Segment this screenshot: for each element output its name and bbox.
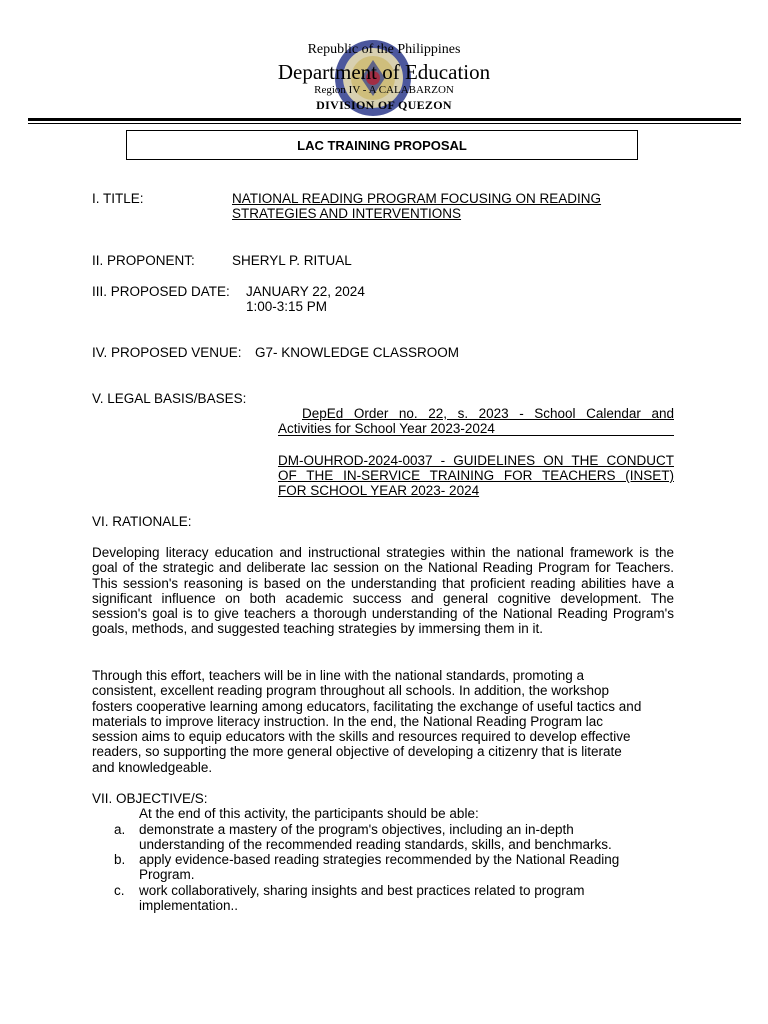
title-value-line1: NATIONAL READING PROGRAM FOCUSING ON READING bbox=[232, 191, 602, 206]
header-rule-thick bbox=[28, 118, 741, 121]
legal-basis-2-line1: DM-OUHROD-2024-0037 - GUIDELINES ON THE CONDUCT bbox=[278, 453, 674, 468]
objective-item-c bbox=[114, 883, 674, 915]
objective-marker: a. bbox=[114, 822, 126, 837]
title-label: I. TITLE: bbox=[92, 191, 144, 206]
division-heading: DIVISION OF QUEZON bbox=[316, 98, 452, 112]
rationale-p2-line: consistent, excellent reading program throughout all schools. In addition, the workshop bbox=[92, 683, 610, 699]
title-value-line2: STRATEGIES AND INTERVENTIONS bbox=[232, 206, 462, 221]
document-title: LAC TRAINING PROPOSAL bbox=[297, 137, 467, 153]
legal-basis-2-line2: OF THE IN-SERVICE TRAINING FOR TEACHERS (INSET) bbox=[278, 468, 674, 483]
objective-marker: c. bbox=[114, 883, 125, 898]
date-value: JANUARY 22, 2024 bbox=[246, 284, 365, 299]
rationale-label: VI. RATIONALE: bbox=[92, 514, 192, 529]
rationale-p2-line: and knowledgeable. bbox=[92, 759, 213, 775]
date-label: III. PROPOSED DATE: bbox=[92, 284, 230, 299]
document-title-box bbox=[126, 130, 638, 160]
proponent-label: II. PROPONENT: bbox=[92, 253, 195, 268]
objective-marker: b. bbox=[114, 852, 126, 867]
objective-item-b bbox=[114, 852, 674, 884]
objective-text-line1: apply evidence-based reading strategies recommended by the National Reading bbox=[139, 852, 620, 867]
header-rule-thin bbox=[28, 123, 741, 124]
legal-basis-1-line1: DepEd Order no. 22, s. 2023 - School Calendar and bbox=[302, 406, 674, 421]
proponent-value: SHERYL P. RITUAL bbox=[232, 253, 352, 268]
legal-basis-1-line2-text: Activities for School Year 2023-2024 bbox=[278, 421, 495, 436]
department-heading: Department of Education bbox=[277, 60, 491, 84]
venue-value: G7- KNOWLEDGE CLASSROOM bbox=[255, 345, 460, 360]
time-value: 1:00-3:15 PM bbox=[246, 299, 328, 314]
region-heading: Region IV - A CALABARZON bbox=[314, 84, 454, 96]
objective-item-a bbox=[114, 822, 674, 854]
rationale-p2-line: Through this effort, teachers will be in line with the national standards, promoting a bbox=[92, 668, 585, 683]
objectives-label: VII. OBJECTIVE/S: bbox=[92, 791, 208, 806]
objective-text-line2: implementation.. bbox=[139, 898, 239, 914]
rationale-p2-line: session aims to equip educators with the skills and resources required to develop effective bbox=[92, 729, 631, 745]
rationale-paragraph-2 bbox=[92, 668, 641, 775]
rationale-p2-line: readers, so supporting the more general objective of developing a citizenry that is literate bbox=[92, 744, 622, 760]
venue-label: IV. PROPOSED VENUE: bbox=[92, 345, 242, 360]
rationale-p2-line: materials to improve literacy instruction. In the end, the National Reading Program lac bbox=[92, 713, 603, 729]
objectives-intro: At the end of this activity, the participants should be able: bbox=[139, 806, 479, 821]
legal-basis-1-line2 bbox=[278, 421, 674, 436]
rationale-paragraph-1: Developing literacy education and instructional strategies within the national framework is the goal of the strategic and deliberate lac session on the National Reading Program for Teachers. This session's reasoning is based on the understanding that proficient reading abilities have a significant influence on both academic success and general cognitive development. The session's goal is to give teachers a thorough understanding of the National Reading Program's goals, methods, and suggested teaching strategies by immersing them in it. bbox=[92, 545, 674, 637]
objective-text-line2: understanding of the recommended reading standards, skills, and benchmarks. bbox=[139, 837, 612, 853]
legal-basis-2-line3: FOR SCHOOL YEAR 2023- 2024 bbox=[278, 483, 480, 498]
rationale-p2-line: fosters cooperative learning among educators, facilitating the exchange of useful tactics and bbox=[92, 698, 642, 714]
objective-text-line2: Program. bbox=[139, 867, 195, 883]
objective-text-line1: demonstrate a mastery of the program's objectives, including an in-depth bbox=[139, 822, 574, 837]
objective-text-line1: work collaboratively, sharing insights and best practices related to program bbox=[139, 883, 585, 898]
republic-heading: Republic of the Philippines bbox=[307, 42, 461, 57]
legal-label: V. LEGAL BASIS/BASES: bbox=[92, 391, 247, 406]
